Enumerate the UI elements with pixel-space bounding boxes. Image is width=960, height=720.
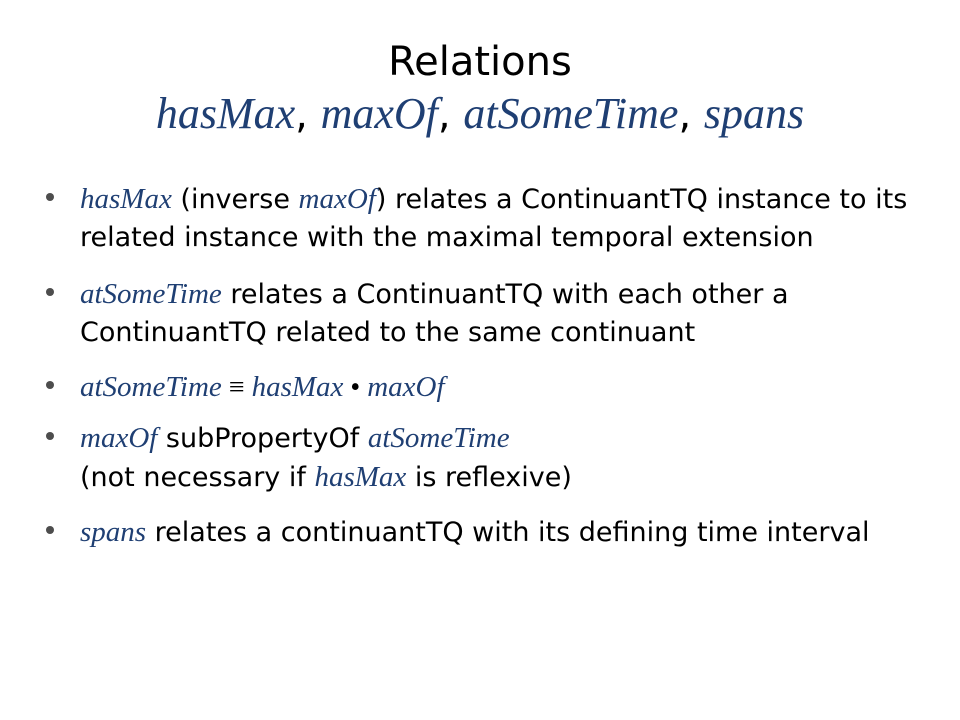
bullet-dot: [46, 526, 54, 534]
relation-name: hasMax: [251, 371, 344, 403]
title-relation-hasmax: hasMax: [155, 89, 296, 138]
title-separator: ,: [295, 92, 321, 138]
relation-name: hasMax: [314, 461, 407, 493]
bullet-text: (inverse: [171, 184, 299, 215]
slide-title: [0, 36, 960, 141]
bullet-hasmax: [46, 180, 926, 257]
title-separator: ,: [437, 92, 464, 138]
title-line-1: Relations: [388, 39, 572, 85]
bullet-text: relates a ContinuantTQ with each other a ContinuantTQ related to the same continuant: [80, 279, 789, 348]
bullet-atsometime: [46, 275, 926, 352]
bullet-text: ) relates a ContinuantTQ instance to its related instance with the maximal temporal extension: [80, 184, 908, 253]
equivalence-symbol: ≡: [221, 372, 252, 403]
relation-name: atSomeTime: [367, 422, 510, 454]
bullet-maxof-subproperty: [46, 419, 926, 497]
bullet-dot: [46, 432, 54, 440]
bullet-dot: [46, 288, 54, 296]
relation-name: hasMax: [80, 183, 172, 215]
title-relation-spans: spans: [703, 89, 805, 138]
bullet-dot: [46, 193, 54, 201]
composition-symbol: •: [343, 372, 368, 403]
bullet-equivalence: [46, 368, 926, 407]
relation-name: atSomeTime: [80, 278, 222, 310]
bullet-text: relates a continuantTQ with its defining time interval: [146, 517, 870, 548]
bullet-text: (not necessary if: [80, 462, 315, 493]
title-line-2: [0, 88, 960, 141]
bullet-text: subPropertyOf: [157, 423, 368, 454]
relation-name: maxOf: [298, 183, 376, 215]
title-relation-maxof: maxOf: [320, 89, 438, 138]
bullet-dot: [46, 381, 54, 389]
relation-name: maxOf: [80, 422, 158, 454]
relation-name: spans: [80, 516, 147, 548]
title-relation-atsometime: atSomeTime: [463, 89, 679, 138]
bullet-text: is reflexive): [406, 462, 572, 493]
relation-name: atSomeTime: [80, 371, 222, 403]
title-separator: ,: [678, 92, 704, 138]
relation-name: maxOf: [367, 371, 445, 403]
bullet-list: [46, 180, 926, 552]
bullet-spans: [46, 513, 926, 552]
